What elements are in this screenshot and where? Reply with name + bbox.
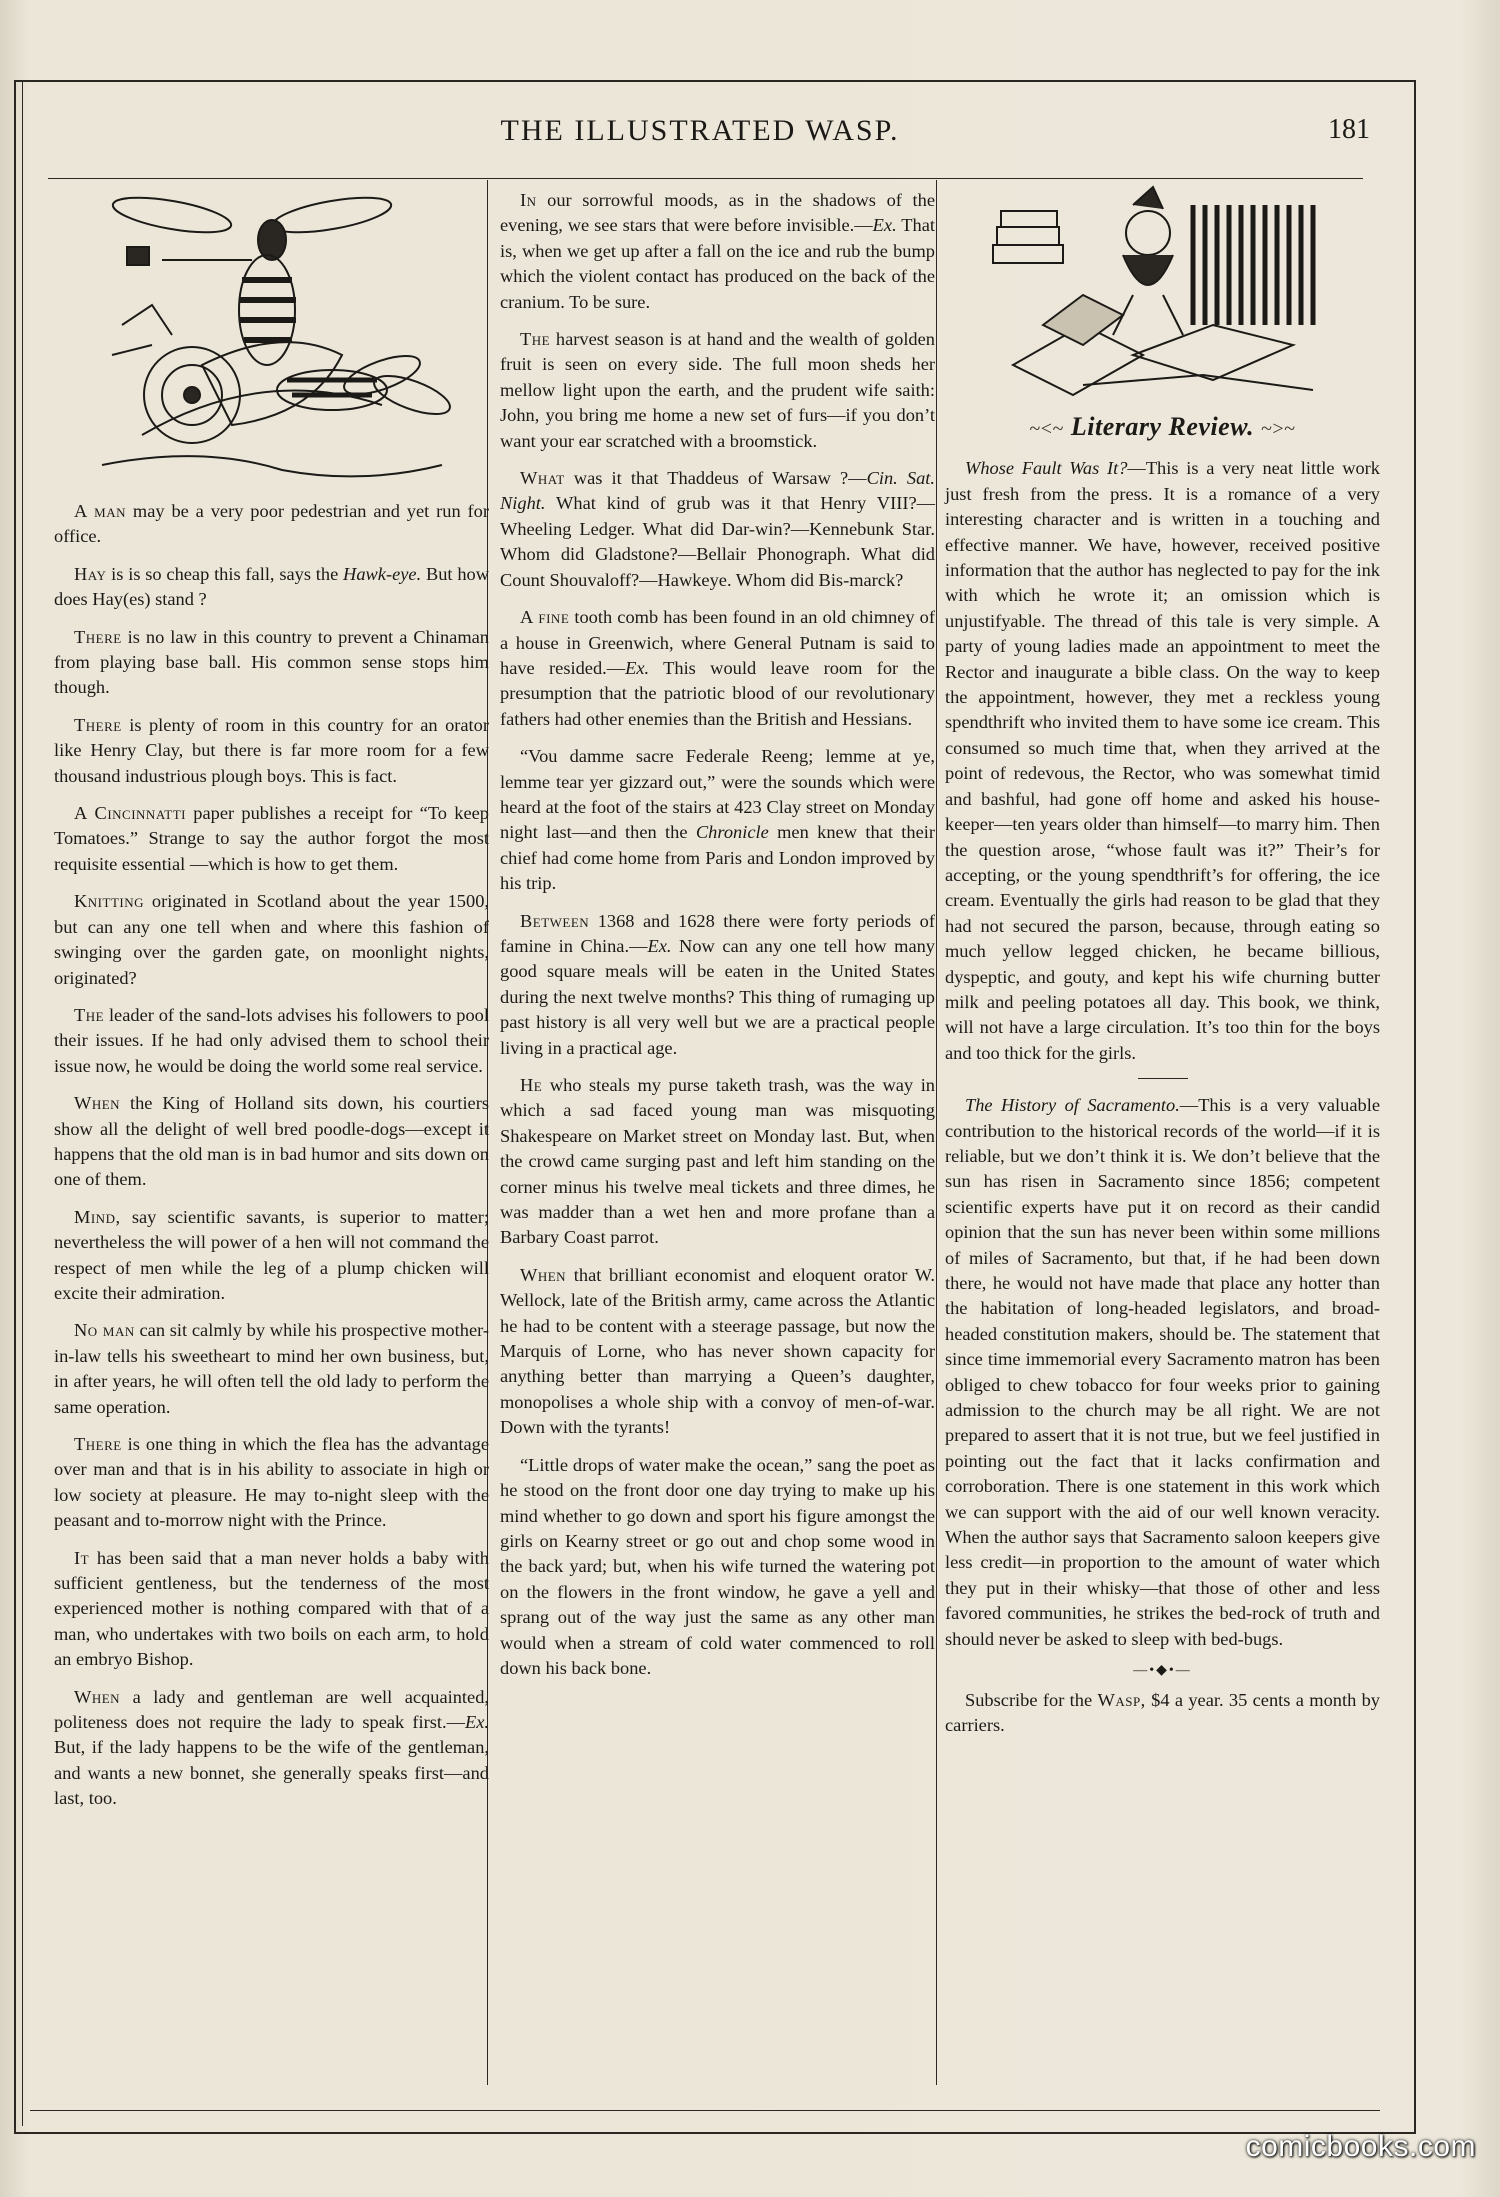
paragraph-tail: But how does Hay(es) stand ? [54,563,489,610]
paragraph [500,327,935,454]
paragraph [500,466,935,593]
column-3 [945,185,1380,1738]
paragraph-lead: A fine [520,607,570,628]
review-whose-fault [945,456,1380,1066]
paragraph-italic: Ex. [465,1712,489,1733]
paragraph-rest: a lady and gentleman are well acquainted, politeness does not require the lady to speak first.— [54,1686,489,1733]
paragraph-lead: He [520,1075,543,1095]
paragraph-italic: Ex. [872,215,897,236]
paragraph-rest: our sorrowful moods, as in the shadows of the evening, we see stars that were before invisible.— [500,190,935,236]
paragraph-italic: Ex. [647,935,672,956]
paragraph-lead: What [520,468,565,489]
paragraph-tail: Now can any one tell how many good square meals will be eaten in the United States during the next twelve months? This thing of rumaging up past history is all very well but we are a practical people living in a practical age. [500,935,935,1058]
paragraph-lead: When [520,1264,567,1285]
paragraph-rest: is plenty of room in this country for an orator like Henry Clay, but there is far more room for a few thousand industrious plough boys. This is fact. [54,714,489,786]
paragraph-rest: harvest season is at hand and the wealth of golden fruit is seen on every side. The full moon sheds her mellow light upon the earth, and the prudent wife saith: John, you bring me home a new set of furs—if you don’t want your ear scratched with a broomstick. [500,329,935,451]
subscription-notice [945,1688,1380,1739]
paragraph-rest: the King of Holland sits down, his courtiers show all the delight of well bred poodle-dogs—except it happens that the old man is in bad humor and sits down on one of them. [54,1093,489,1190]
paragraph [54,1685,489,1812]
paragraph-italic: Cin. Sat. Night. [500,468,935,514]
paragraph-lead: Between [520,910,590,931]
paragraph-lead: In [520,190,537,210]
paragraph [54,562,489,613]
page-header [30,110,1370,160]
paragraph-lead: Hay [74,563,107,584]
paragraph-tail: This would leave room for the presumption that the patriotic blood of our revolutionary fathers had other enemies than the British and Hessians. [500,657,935,729]
paragraph [500,744,935,896]
subscribe-lead: Subscribe for the [965,1689,1098,1710]
paragraph [500,1263,935,1441]
subscribe-wasp: Wasp, [1097,1689,1146,1710]
paragraph-rest: tooth comb has been found in an old chimney of a house in Greenwich, where General Putnam is said to have resided.— [500,607,935,678]
paragraph [54,1205,489,1307]
wasp-chariot-illustration [82,185,462,485]
paragraph-lead: A Cincinnatti [74,803,186,824]
paragraph-rest: is one thing in which the flea has the advantage over man and that is in his ability to associate in high or low society at pleasure. He may to-night sleep with the peasant and to-morrow night with the Prince. [54,1434,489,1531]
footer-rule [30,2110,1380,2111]
paragraph-lead: It [74,1547,90,1568]
literary-review-title: Literary Review. [1070,412,1255,441]
review-text-history-sacramento: —This is a very valuable contribution to the historical records of the world—if it is reliable, but we don’t think it is. We don’t believe that the sun has risen in Sacramento since 1856; competent scientific experts have put it on record as their candid opinion that the sun has never been within some millions of miles of Sacramento, but that, if he had been down there, he would not have made that place any hotter than the habitation of long-headed legislators, and broad-headed constitution makers, should be. The statement that since time immemorial every Sacramento matron has been obliged to chew tobacco for four weeks prior to gaining admission to the church may be all right. We are not prepared to assert that it is not true, but we feel justified in pointing out the fact that it lacks confirmation and corroboration. There is one statement in this work which we can support with the aid of our well known veracity. When the author says that Sacramento saloon keepers give less credit—in proportion to the amount of water which they put in their whisky—that those of other and less favored communities, he strikes the bed-rock of truth and should never be asked to sleep with bed-bugs. [945,1095,1380,1649]
gnome-reading-illustration [983,185,1343,400]
paragraph-lead: There [74,626,122,647]
paragraph-lead: When [74,1686,121,1707]
paragraph [54,1003,489,1079]
ornament-rule: —•◆•— [1133,1663,1192,1679]
paragraph [54,713,489,789]
paragraph-rest: may be a very poor pedestrian and yet run for office. [54,501,489,547]
paragraph-rest: say scientific savants, is superior to matter; nevertheless the will power of a hen will not command the respect of men while the leg of a plump chicken will excite their admiration. [54,1206,489,1303]
paragraph-italic: Chronicle [695,822,769,843]
paragraph [500,605,935,732]
paragraph-rest: originated in Scotland about the year 1500, but can any one tell when and where this fashion of swinging over the garden gate, on moonlight nights, originated? [54,891,489,988]
paragraph [500,909,935,1061]
subscribe-rest: $4 a year. 35 cents a month by carriers. [945,1689,1381,1735]
column-1 [54,185,489,1824]
paragraph-rest: “Vou damme sacre Federale Reeng; lemme at ye, lemme tear yer gizzard out,” were the sounds which were heard at the foot of the stairs at 423 Clay street on Monday night last—and then the [500,746,935,843]
column-2 [500,188,935,1693]
paragraph [54,625,489,701]
paragraph [54,889,489,991]
paragraph [54,1318,489,1420]
column-2-body [500,188,935,1681]
paragraph-italic: Hawk-eye. [343,563,422,584]
paragraph-italic: Ex. [625,657,650,678]
paragraph-rest: paper publishes a receipt for “To keep Tomatoes.” Strange to say the author forgot the most requisite essential —which is how to get them. [54,803,489,874]
paragraph [54,1432,489,1534]
literary-review-heading [945,414,1380,442]
paragraph-rest: leader of the sand-lots advises his followers to pool their issues. If he had only advised them to school their issue now, he would be doing the world some real service. [54,1004,489,1076]
watermark: comicbooks.com [1245,2130,1476,2163]
section-rule [1138,1078,1188,1079]
paragraph-rest: was it that Thaddeus of Warsaw ?— [564,468,867,489]
paragraph-lead: There [74,714,122,735]
paragraph [500,1453,935,1682]
paragraph-lead: Mind, [74,1206,121,1227]
paragraph-rest: “Little drops of water make the ocean,” sang the poet as he stood on the front door one day trying to make up his mind whether to go down and sport his figure amongst the girls on Kearny street or go out and chop some wood in the back yard; but, when his wife turned the watering pot on the flowers in the front window, he gave a yell and sprang out of the way just the same as any other man would when a stream of cold water commenced to roll down his back bone. [500,1454,935,1678]
paragraph [500,1073,935,1251]
paragraph [54,801,489,877]
paragraph-tail: men knew that their chief had come home from Paris and London improved by his trip. [500,822,936,894]
paragraph-tail: What kind of grub was it that Henry VIII?—Wheeling Ledger. What did Dar-win?—Kennebunk Star. Whom did Gladstone?—Bellair Phonograph. What did Count Shouvaloff?—Hawkeye. Whom did Bis-marck? [500,493,935,590]
paragraph-lead: No man [74,1320,135,1341]
header-rule [48,178,1363,179]
masthead-title: THE ILLUSTRATED WASP. [500,114,900,147]
left-flourish-icon: ~<~ [1029,418,1064,440]
paragraph-lead: When [74,1093,121,1114]
review-history-sacramento [945,1093,1380,1652]
paragraph-rest: that brilliant economist and eloquent orator W. Wellock, late of the British army, came across the Atlantic he had to be content with a steerage passage, but now the Marquis of Lorne, who has never shown capacity for anything better than marrying a Queen’s daughter, monopolises a whole ship with a convoy of men-of-war. Down with the tyrants! [500,1264,935,1438]
paragraph-rest: who steals my purse taketh trash, was the way in which a sad faced young man was misquoting Shakespeare on Market street on Monday last. But, when the crowd came surging past and left him standing on the corner minus his twelve meal tickets and three dimes, he was madder than a wet hen and more profane than a Barbary Coast parrot. [500,1075,935,1248]
paragraph-lead: A man [74,501,126,521]
paragraph [54,499,489,550]
paragraph-lead: The [520,329,551,350]
paragraph [500,188,935,315]
paragraph-rest: can sit calmly by while his prospective mother-in-law tells his sweetheart to mind her own business, but, in after years, he will often tell the old lady to perform the same operation. [54,1320,489,1417]
right-flourish-icon: ~>~ [1261,418,1296,440]
paragraph [54,1091,489,1193]
paragraph [54,1546,489,1673]
paragraph-rest: is no law in this country to prevent a Chinaman from playing base ball. His common sense stops him though. [54,626,489,698]
paragraph-lead: There [74,1434,122,1454]
review-title-history-sacramento: The History of Sacramento. [965,1095,1180,1116]
review-title-whose-fault: Whose Fault Was It? [965,458,1128,479]
page-number: 181 [1328,114,1370,145]
column-1-body [54,499,489,1812]
review-text-whose-fault: —This is a very neat little work just fresh from the press. It is a romance of a very interesting character and is written in a touching and effective manner. We have, however, received positive information that the author has neglected to pay for the ink with which he wrote it; an omission which is unjustifyable. The thread of this tale is very simple. A party of young ladies made an appointment to meet the Rector and inaugurate a bible class. On the way to keep the appointment, however, they met a reckless young spendthrift who invited them to have some ice cream. This consumed so much time that, when they arrived at the point of redevous, the Rector, who was somewhat timid and bashful, had gone off home and asked his house-keeper—ten years older than himself—to marry him. Then the question arose, “whose fault was it?” Their’s for accepting, or the young spendthrift’s for offering, the ice cream. Eventually the girls had reason to be glad that they had not secured the parson, because, through eating so much yellow legged chicken, he became billious, dyspeptic, and gouty, and kept his wife churning butter milk and peeling potatoes all day. This book, we think, will not have a large circulation. It’s too thin for the boys and too thick for the girls. [945,458,1381,1063]
paragraph-rest: is is so cheap this fall, says the [106,563,344,584]
paragraph-tail: But, if the lady happens to be the wife of the gentleman, and wants a new bonnet, she generally speaks first—and last, too. [54,1737,489,1809]
paragraph-rest: 1368 and 1628 there were forty periods of famine in China.— [500,910,935,956]
paragraph-lead: The [74,1004,105,1025]
column-divider-2 [936,180,937,2085]
paragraph-tail: That is, when we get up after a fall on the ice and rub the bump which the violent contact has produced on the back of the cranium. To be sure. [500,215,935,312]
paragraph-lead: Knitting [74,891,144,912]
paragraph-rest: has been said that a man never holds a baby with sufficient gentleness, but the tenderness of the most experienced mother is nothing compared with that of a man, who undertakes with two boils on each arm, to hold an embryo Bishop. [54,1547,489,1670]
